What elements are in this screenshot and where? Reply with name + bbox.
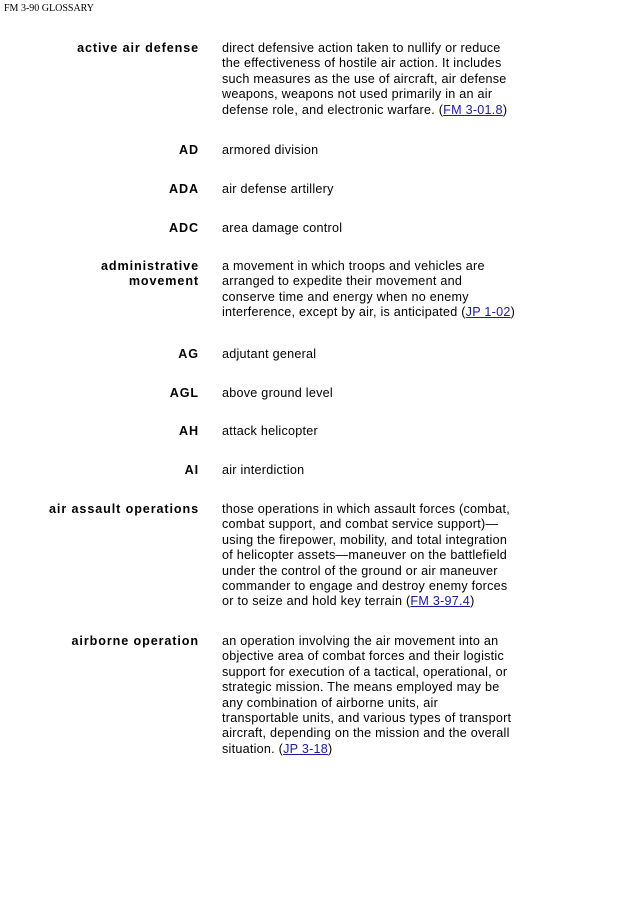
definition-text: strategic mission. The means employed may be [222, 680, 500, 695]
definition-text: attack helicopter [222, 424, 318, 438]
definition-line [222, 533, 562, 548]
glossary-term [19, 259, 199, 290]
definition-text: area damage control [222, 221, 343, 235]
definition-line [222, 305, 562, 320]
reference-link[interactable]: JP 3-18 [283, 741, 329, 756]
glossary-term-line: AG [178, 347, 199, 361]
definition-line [222, 143, 562, 158]
glossary-term [19, 463, 199, 478]
definition-line [222, 517, 562, 532]
definition-line [222, 56, 562, 71]
definition-line [222, 711, 562, 726]
definition-text: above ground level [222, 386, 333, 400]
reference-link[interactable]: FM 3-97.4 [410, 594, 471, 609]
glossary-term-line: ADC [169, 221, 199, 235]
definition-line [222, 564, 562, 579]
definition-text: situation. ( [222, 741, 284, 756]
glossary-definition [222, 221, 562, 236]
glossary-term-line: movement [128, 274, 199, 289]
glossary-term [19, 347, 199, 362]
definition-text: direct defensive action taken to nullify or reduce [222, 41, 501, 55]
reference-close-paren: ) [510, 305, 516, 320]
definition-line [222, 347, 562, 362]
glossary-definition [222, 347, 562, 362]
definition-text: conserve time and energy when no enemy [222, 289, 469, 304]
definition-text: support for execution of a tactical, operational, or [222, 664, 508, 679]
glossary-definition [222, 386, 562, 401]
glossary-term [19, 182, 199, 197]
glossary-term-line: AI [184, 463, 199, 477]
glossary-term [19, 143, 199, 158]
reference-link[interactable]: FM 3-01.8 [443, 102, 503, 117]
glossary-definition [222, 143, 562, 158]
definition-text: objective area of combat forces and their logistic [222, 649, 505, 664]
definition-text: defense role, and electronic warfare. ( [222, 102, 444, 117]
definition-line [222, 41, 562, 56]
definition-line [222, 548, 562, 563]
definition-line [222, 424, 562, 439]
reference-close-paren: ) [502, 102, 508, 117]
definition-text: arranged to expedite their movement and [222, 274, 463, 289]
glossary-term-line: active air defense [77, 41, 199, 55]
glossary-definition [222, 634, 562, 757]
glossary-definition [222, 182, 562, 197]
definition-text: any combination of airborne units, air [222, 695, 439, 710]
definition-text: of helicopter assets—maneuver on the battlefield [222, 548, 508, 563]
glossary-definition [222, 502, 562, 610]
glossary-term-line: air assault operations [49, 502, 199, 516]
glossary-term [19, 424, 199, 439]
definition-line [222, 221, 562, 236]
definition-text: transportable units, and various types of transport [222, 711, 512, 726]
definition-line [222, 579, 562, 594]
glossary-term-line: administrative [101, 259, 199, 273]
glossary-term-line: airborne operation [71, 634, 199, 648]
definition-text: interference, except by air, is anticipated ( [222, 305, 466, 320]
definition-line [222, 274, 562, 289]
glossary-term [19, 386, 199, 401]
glossary-term-line: AGL [169, 386, 199, 400]
definition-text: air interdiction [222, 463, 305, 477]
definition-text: commander to engage and destroy enemy forces [222, 579, 508, 594]
definition-line [222, 463, 562, 478]
glossary-definition [222, 41, 562, 118]
definition-text: aircraft, depending on the mission and the overall [222, 726, 510, 741]
definition-text: air defense artillery [222, 182, 334, 196]
glossary-definition [222, 463, 562, 478]
reference-close-paren: ) [470, 594, 475, 609]
glossary-term [19, 502, 199, 517]
definition-line [222, 72, 562, 87]
definition-text: the effectiveness of hostile air action. It includes [222, 56, 502, 71]
definition-line [222, 680, 562, 695]
glossary-term [19, 221, 199, 236]
glossary-definition [222, 259, 562, 321]
glossary-term [19, 41, 199, 56]
glossary-term [19, 634, 199, 649]
definition-line [222, 290, 562, 305]
definition-text: or to seize and hold key terrain ( [222, 594, 411, 609]
glossary-term-line: ADA [169, 182, 199, 196]
definition-line [222, 502, 562, 517]
definition-line [222, 634, 562, 649]
definition-line [222, 103, 562, 118]
definition-text: weapons, weapons not used primarily in an air [222, 87, 493, 102]
running-header: FM 3-90 GLOSSARY [4, 3, 95, 14]
definition-text: combat support, and combat service support)— [222, 517, 499, 532]
definition-line [222, 726, 562, 741]
definition-line [222, 665, 562, 680]
reference-link[interactable]: JP 1-02 [465, 305, 511, 320]
definition-line [222, 594, 562, 609]
glossary-definition [222, 424, 562, 439]
definition-line [222, 386, 562, 401]
reference-close-paren: ) [328, 741, 333, 756]
definition-text: a movement in which troops and vehicles are [222, 259, 485, 273]
definition-text: under the control of the ground or air maneuver [222, 563, 498, 578]
definition-line [222, 696, 562, 711]
definition-text: using the firepower, mobility, and total integration [222, 532, 508, 547]
definition-text: such measures as the use of aircraft, air defense [222, 71, 507, 86]
definition-text: adjutant general [222, 347, 317, 361]
definition-text: an operation involving the air movement into an [222, 634, 499, 648]
definition-line [222, 259, 562, 274]
definition-line [222, 87, 562, 102]
glossary-term-line: AH [179, 424, 199, 438]
definition-text: those operations in which assault forces (combat, [222, 502, 511, 516]
definition-line [222, 742, 562, 757]
definition-line [222, 649, 562, 664]
definition-line [222, 182, 562, 197]
glossary-term-line: AD [179, 143, 199, 157]
definition-text: armored division [222, 143, 319, 157]
